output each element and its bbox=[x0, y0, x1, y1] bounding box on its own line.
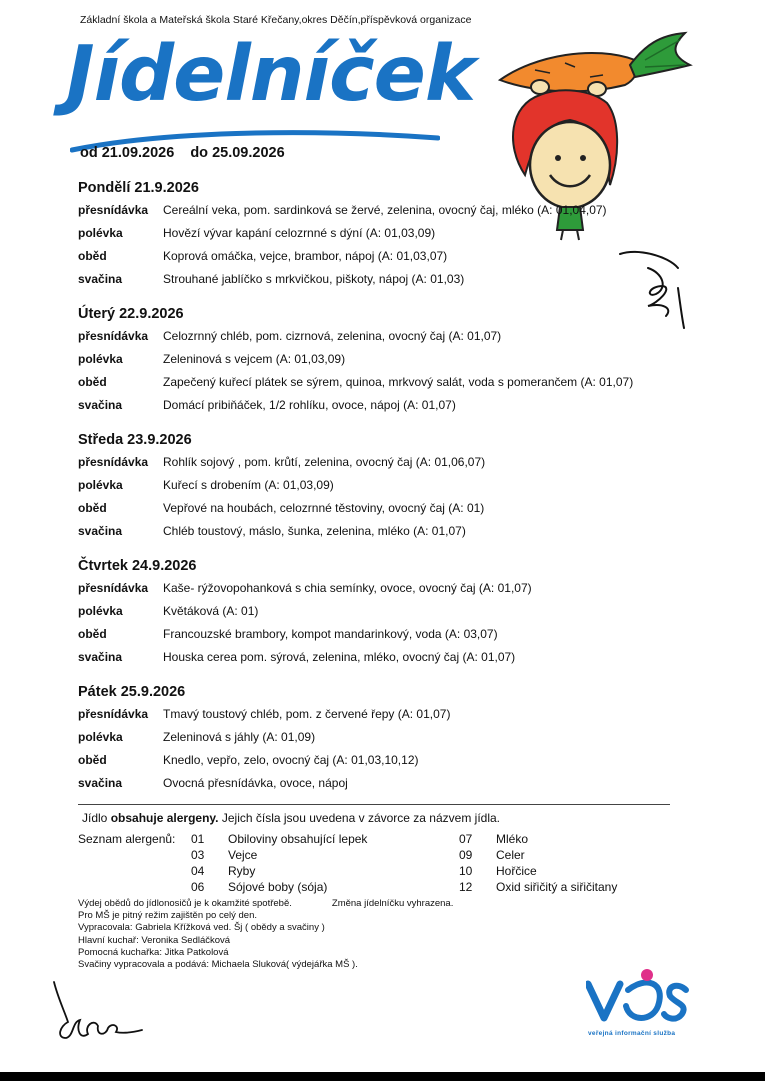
meal-description: Zapečený kuřecí plátek se sýrem, quinoa, mrkvový salát, voda s pomerančem (A: 01,07) bbox=[163, 375, 634, 389]
allergen-number: 03 bbox=[191, 848, 205, 862]
meal-type: svačina bbox=[78, 524, 123, 538]
allergen-item bbox=[459, 864, 617, 880]
allergen-note-prefix: Jídlo bbox=[82, 811, 108, 825]
allergen-number: 09 bbox=[459, 848, 473, 862]
note-assistant-cook: Pomocná kuchařka: Jitka Patkolová bbox=[78, 946, 229, 958]
note-snacks: Svačiny vypracovala a podává: Michaela Sluková( výdejářka MŠ ). bbox=[78, 959, 358, 971]
menu-period bbox=[80, 145, 285, 161]
allergen-name: Vejce bbox=[228, 848, 258, 862]
day-section bbox=[78, 306, 688, 421]
meal-row bbox=[78, 203, 688, 226]
meal-row bbox=[78, 730, 688, 753]
allergen-number: 07 bbox=[459, 832, 473, 846]
meal-description: Zeleninová s vejcem (A: 01,03,09) bbox=[163, 352, 346, 366]
meal-row bbox=[78, 753, 688, 776]
meal-description: Tmavý toustový chléb, pom. z červené řepy (A: 01,07) bbox=[163, 707, 451, 721]
footer-notes bbox=[78, 898, 453, 971]
meal-type: oběd bbox=[78, 627, 107, 641]
meal-description: Strouhané jablíčko s mrkvičkou, piškoty, nápoj (A: 01,03) bbox=[163, 272, 465, 286]
allergen-name: Obiloviny obsahující lepek bbox=[228, 832, 368, 846]
day-title: Pátek 25.9.2026 bbox=[78, 684, 186, 700]
bottom-bar bbox=[0, 1072, 765, 1081]
meal-description: Knedlo, vepřo, zelo, ovocný čaj (A: 01,03,10,12) bbox=[163, 753, 419, 767]
meal-row bbox=[78, 501, 688, 524]
meal-description: Kuřecí s drobením (A: 01,03,09) bbox=[163, 478, 334, 492]
page-title: Jídelníček bbox=[66, 30, 476, 119]
day-title: Středa 23.9.2026 bbox=[78, 432, 192, 448]
meal-row bbox=[78, 249, 688, 272]
meal-description: Domácí pribiňáček, 1/2 rohlíku, ovoce, nápoj (A: 01,07) bbox=[163, 398, 456, 412]
day-title: Čtvrtek 24.9.2026 bbox=[78, 558, 197, 574]
meal-type: oběd bbox=[78, 249, 107, 263]
meal-type: polévka bbox=[78, 226, 123, 240]
meal-type: přesnídávka bbox=[78, 203, 149, 217]
allergen-name: Oxid siřičitý a siřičitany bbox=[496, 880, 618, 894]
allergen-name: Sójové boby (sója) bbox=[228, 880, 328, 894]
meal-description: Rohlík sojový , pom. krůtí, zelenina, ovocný čaj (A: 01,06,07) bbox=[163, 455, 486, 469]
meal-row bbox=[78, 776, 688, 799]
meal-row bbox=[78, 604, 688, 627]
allergen-number: 10 bbox=[459, 864, 473, 878]
date-from: od 21.09.2026 bbox=[80, 145, 175, 161]
meal-description: Kaše- rýžovopohanková s chia semínky, ovoce, ovocný čaj (A: 01,07) bbox=[163, 581, 532, 595]
allergen-note-bold: obsahuje alergeny. bbox=[110, 811, 219, 825]
meal-description: Vepřové na houbách, celozrnné těstoviny, ovocný čaj (A: 01) bbox=[163, 501, 485, 515]
allergen-item bbox=[459, 832, 617, 848]
meal-type: přesnídávka bbox=[78, 707, 149, 721]
day-title: Pondělí 21.9.2026 bbox=[78, 180, 199, 196]
note-change: Změna jídelníčku vyhrazena. bbox=[331, 898, 454, 909]
allergen-name: Celer bbox=[496, 848, 525, 862]
allergen-name: Hořčice bbox=[496, 864, 537, 878]
allergen-number: 04 bbox=[191, 864, 205, 878]
meal-row bbox=[78, 581, 688, 604]
meal-type: svačina bbox=[78, 650, 123, 664]
meal-row bbox=[78, 329, 688, 352]
meal-description: Hovězí vývar kapání celozrnné s dýní (A: 01,03,09) bbox=[163, 226, 436, 240]
allergen-note bbox=[82, 811, 500, 825]
meal-type: polévka bbox=[78, 352, 123, 366]
meal-row bbox=[78, 478, 688, 501]
meal-row bbox=[78, 352, 688, 375]
meal-description: Květáková (A: 01) bbox=[163, 604, 259, 618]
meal-type: oběd bbox=[78, 753, 107, 767]
meal-description: Celozrnný chléb, pom. cizrnová, zelenina, ovocný čaj (A: 01,07) bbox=[163, 329, 502, 343]
allergen-item bbox=[459, 880, 617, 896]
divider bbox=[78, 804, 670, 805]
meal-description: Houska cerea pom. sýrová, zelenina, mléko, ovocný čaj (A: 01,07) bbox=[163, 650, 516, 664]
meal-row bbox=[78, 375, 688, 398]
meal-description: Cereální veka, pom. sardinková se žervé, zelenina, ovocný čaj, mléko (A: 01,04,07) bbox=[163, 203, 607, 217]
day-section bbox=[78, 558, 688, 673]
meal-description: Zeleninová s jáhly (A: 01,09) bbox=[163, 730, 316, 744]
meal-row bbox=[78, 627, 688, 650]
meal-type: přesnídávka bbox=[78, 455, 149, 469]
meal-row bbox=[78, 524, 688, 547]
date-to: do 25.09.2026 bbox=[190, 145, 285, 161]
meal-description: Ovocná přesnídávka, ovoce, nápoj bbox=[163, 776, 348, 790]
meal-description: Koprová omáčka, vejce, brambor, nápoj (A: 01,03,07) bbox=[163, 249, 448, 263]
allergen-number: 06 bbox=[191, 880, 205, 894]
vis-logo bbox=[586, 966, 691, 1028]
meal-row bbox=[78, 272, 688, 295]
day-section bbox=[78, 684, 688, 799]
allergen-name: Mléko bbox=[496, 832, 529, 846]
allergen-item bbox=[191, 880, 367, 896]
school-name: Základní škola a Mateřská škola Staré Křečany,okres Děčín,příspěvková organizace bbox=[80, 14, 472, 26]
note-drinking: Pro MŠ je pitný režim zajištěn po celý den. bbox=[78, 910, 257, 922]
day-title: Úterý 22.9.2026 bbox=[78, 306, 184, 322]
meal-row bbox=[78, 707, 688, 730]
meal-type: přesnídávka bbox=[78, 581, 149, 595]
meal-type: oběd bbox=[78, 501, 107, 515]
allergen-item bbox=[191, 832, 367, 848]
allergen-item bbox=[191, 864, 367, 880]
allergen-number: 01 bbox=[191, 832, 205, 846]
allergen-list-right bbox=[459, 832, 617, 896]
note-prepared-by: Vypracovala: Gabriela Křížková ved. Šj ( obědy a svačiny ) bbox=[78, 922, 325, 934]
meal-description: Francouzské brambory, kompot mandarinkový, voda (A: 03,07) bbox=[163, 627, 498, 641]
day-section bbox=[78, 432, 688, 547]
signature bbox=[50, 978, 145, 1044]
allergen-list-label: Seznam alergenů: bbox=[78, 832, 176, 846]
meal-row bbox=[78, 226, 688, 249]
meal-row bbox=[78, 650, 688, 673]
meal-type: polévka bbox=[78, 604, 123, 618]
allergen-item bbox=[459, 848, 617, 864]
vis-logo-subtitle: veřejná informační služba bbox=[588, 1030, 676, 1037]
meal-type: oběd bbox=[78, 375, 107, 389]
note-head-cook: Hlavní kuchař: Veronika Sedláčková bbox=[78, 934, 231, 946]
meal-type: svačina bbox=[78, 398, 123, 412]
allergen-name: Ryby bbox=[228, 864, 256, 878]
meal-type: přesnídávka bbox=[78, 329, 149, 343]
meal-type: polévka bbox=[78, 478, 123, 492]
allergen-list-left bbox=[191, 832, 367, 896]
allergen-item bbox=[191, 848, 367, 864]
meal-description: Chléb toustový, máslo, šunka, zelenina, mléko (A: 01,07) bbox=[163, 524, 466, 538]
day-section bbox=[78, 180, 688, 295]
allergen-number: 12 bbox=[459, 880, 473, 894]
meal-row bbox=[78, 398, 688, 421]
allergen-note-suffix: Jejich čísla jsou uvedena v závorce za názvem jídla. bbox=[221, 811, 500, 825]
meal-type: polévka bbox=[78, 730, 123, 744]
note-takeaway: Výdej obědů do jídlonosičů je k okamžité spotřebě. bbox=[78, 898, 292, 909]
meal-row bbox=[78, 455, 688, 478]
meal-type: svačina bbox=[78, 776, 123, 790]
meal-type: svačina bbox=[78, 272, 123, 286]
